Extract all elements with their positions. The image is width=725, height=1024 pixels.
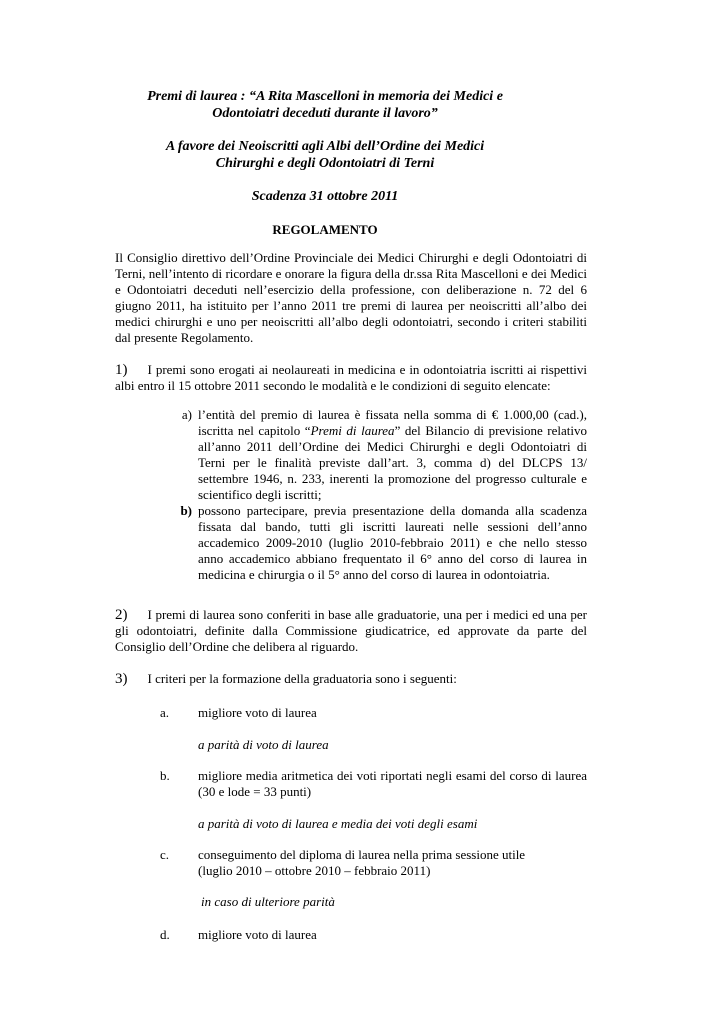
article-1-text: I premi sono erogati ai neolaureati in medicina e in odontoiatria iscritti ai rispettivi albi entro il 15 ottobre 2011 secondo le modalità e le condizioni di seguito elencate: [115, 362, 587, 393]
criterion-c [160, 847, 587, 879]
criterion-d-label: d. [160, 927, 170, 942]
criterion-a-label: a. [160, 705, 170, 720]
criterion-b [160, 768, 587, 800]
criterion-a-text: migliore voto di laurea [198, 705, 317, 720]
deadline: Scadenza 31 ottobre 2011 [251, 189, 399, 204]
article-3-number: 3) [115, 671, 128, 687]
criterion-c-text [198, 847, 587, 879]
subtitle-line-2: Chirurghi e degli Odontoiatri di Terni [215, 156, 435, 171]
criterion-c-line-2: (luglio 2010 – ottobre 2010 – febbraio 2011) [198, 863, 431, 878]
title-line-1: Premi di laurea : “A Rita Mascelloni in memoria dei Medici e [147, 89, 503, 104]
item-a-text [198, 407, 587, 503]
criterion-a-note: a parità di voto di laurea [198, 737, 329, 752]
document-subtitle [115, 138, 535, 172]
criterion-a [160, 705, 587, 721]
criterion-b-note: a parità di voto di laurea e media dei voti degli esami [198, 816, 478, 831]
item-a-italic: Premi di laurea [310, 423, 395, 438]
article-2-number: 2) [115, 607, 128, 623]
item-a-text-before: l’entità del premio di laurea è fissata nella somma di € 1.000,00 (cad.), iscritta nel capitolo “ [198, 407, 587, 438]
article-1 [115, 362, 587, 394]
article-3 [115, 671, 587, 687]
item-a-text-after: ” del Bilancio di previsione relativo all’anno 2011 dell’Ordine dei Medici Chirurghi e degli Odontoiatri di Terni per le finalità previste dall’art. 3, comma d) del DLCPS 13/ settembre 1946, n. 233, inerenti la promozione del progresso culturale e scientifico degli iscritti; [198, 423, 588, 502]
document-title [115, 88, 535, 122]
criterion-b-text: migliore media aritmetica dei voti riportati negli esami del corso di laurea (30 e lode = 33 punti) [198, 768, 587, 799]
criterion-d [160, 927, 587, 943]
article-3-text: I criteri per la formazione della graduatoria sono i seguenti: [147, 671, 457, 686]
criterion-c-note: in caso di ulteriore parità [201, 894, 335, 909]
item-b-label: b) [180, 503, 192, 518]
item-a-label: a) [181, 407, 192, 422]
list-item-a [160, 407, 587, 503]
section-heading: REGOLAMENTO [272, 222, 378, 237]
item-b-text: possono partecipare, previa presentazione della domanda alla scadenza fissata dal bando, tutti gli iscritti laureati nelle sessioni dell’anno accademico 2009-2010 (luglio 2010-febbraio 2011) e che nello stesso anno accademico abbiano frequentato il 6° anno del corso di laurea in medicina e chirurgia o il 5° anno del corso di laurea in odontoiatria. [198, 503, 587, 582]
article-2-text: I premi di laurea sono conferiti in base alle graduatorie, una per i medici ed una per gli odontoiatri, definite dalla Commissione giudicatrice, ed approvate da parte del Consiglio dell’Ordine che delibera al riguardo. [115, 607, 587, 654]
title-line-2: Odontoiatri deceduti durante il lavoro” [212, 106, 438, 121]
article-1-list [160, 407, 587, 583]
criterion-c-line-1: conseguimento del diploma di laurea nella prima sessione utile [198, 847, 526, 862]
article-1-number: 1) [115, 362, 128, 378]
article-2 [115, 607, 587, 655]
intro-paragraph: Il Consiglio direttivo dell’Ordine Provinciale dei Medici Chirurghi e degli Odontoiatri di Terni, nell’intento di ricordare e onorare la figura della dr.ssa Rita Mascelloni e dei Medici e Odontoiatri deceduti nell’esercizio della professione, con deliberazione n. 72 del 6 giugno 2011, ha istituito per l’anno 2011 tre premi di laurea per neoiscritti all’albo dei medici chirurghi e uno per neoiscritti all’albo degli odontoiatri, secondo i criteri stabiliti dal presente Regolamento. [115, 250, 587, 345]
criterion-b-label: b. [160, 768, 170, 783]
list-item-b [160, 503, 587, 583]
criterion-d-text: migliore voto di laurea [198, 927, 317, 942]
subtitle-line-1: A favore dei Neoiscritti agli Albi dell’Ordine dei Medici [165, 139, 485, 154]
criterion-c-label: c. [160, 847, 170, 862]
